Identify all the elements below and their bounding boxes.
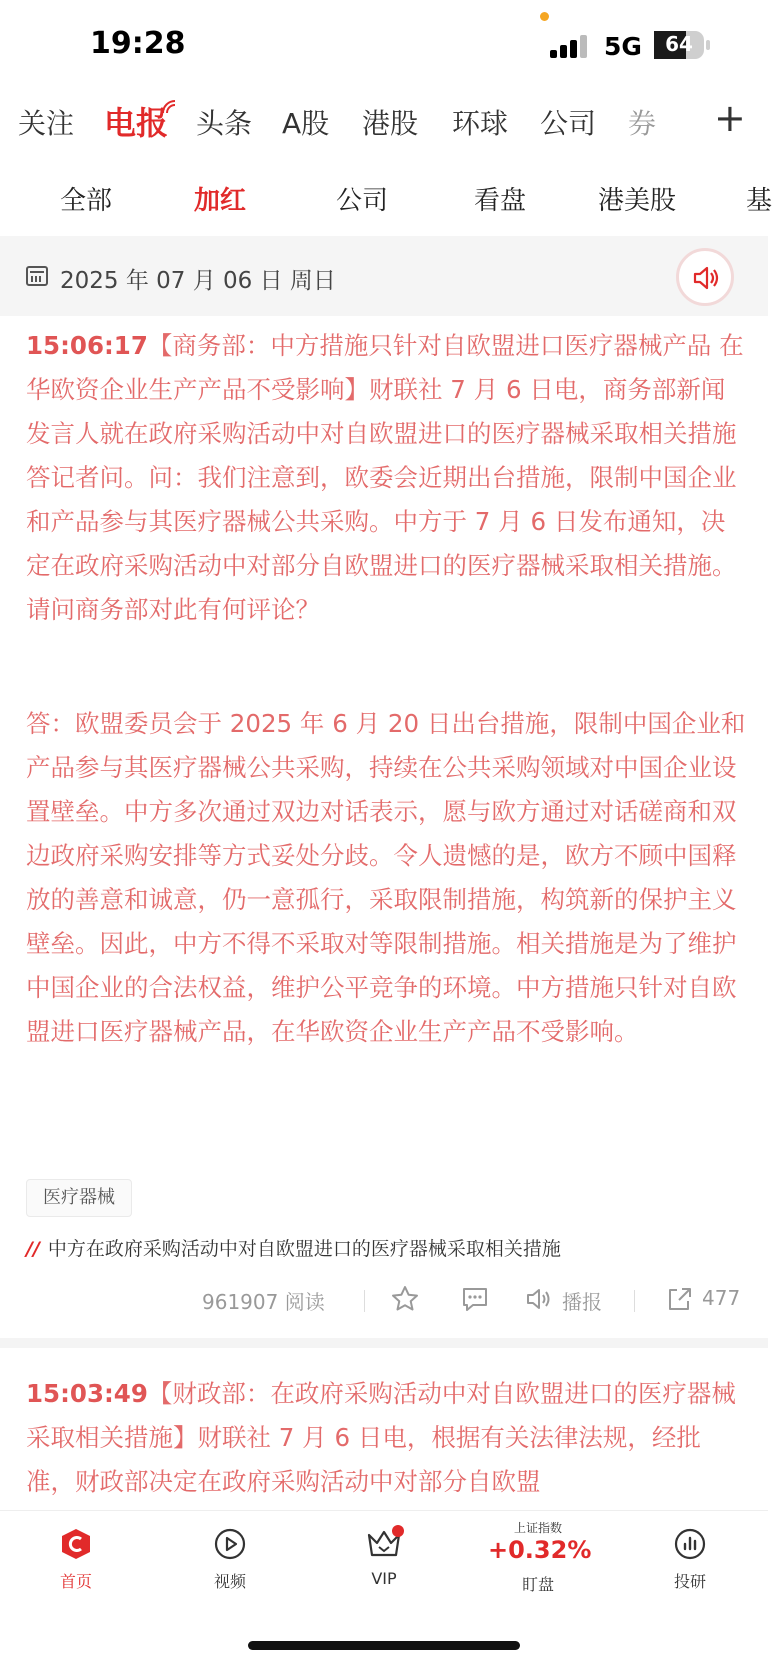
subtab-highlighted[interactable]: 加红 bbox=[194, 186, 247, 216]
divider bbox=[634, 1290, 635, 1312]
research-chart-icon bbox=[673, 1527, 707, 1561]
calendar-icon[interactable] bbox=[26, 266, 48, 286]
tab-video-label: 视频 bbox=[213, 1572, 246, 1591]
news-body-2: 答：欧盟委员会于 2025 年 6 月 20 日出台措施，限制中国企业和产品参与其医疗器械公共采购，持续在公共采购领域对中国企业设置壁垒。中方多次通过双边对话表示，愿与欧方通过对话磋商和双边政府采购安排等方式妥处分歧。令人遗憾的是，欧方不顾中国释放的善意和诚意，仍一意孤行，采取限制措施，构筑新的保护主义壁垒。因此，中方不得不采取对等限制措施。相关措施是为了维护中国企业的合法权益，维护公平竞争的环境。中方措施只针对自欧盟进口医疗器械产品，在华欧资企业生产产品不受影响。 bbox=[26, 709, 746, 1046]
tab-global[interactable]: 环球 bbox=[452, 107, 509, 140]
tab-research[interactable] bbox=[640, 1527, 740, 1592]
star-icon[interactable] bbox=[390, 1284, 420, 1314]
tab-video[interactable] bbox=[180, 1527, 280, 1592]
related-topic-text: 中方在政府采购活动中对自欧盟进口的医疗器械采取相关措施 bbox=[47, 1238, 561, 1260]
index-name: 上证指数 bbox=[513, 1521, 562, 1535]
index-change: +0.32% bbox=[488, 1536, 592, 1564]
bottom-tab-bar bbox=[0, 1510, 768, 1662]
network-type: 5G bbox=[604, 32, 642, 61]
divider bbox=[364, 1290, 365, 1312]
signal-icon bbox=[550, 34, 590, 58]
tab-telegraph[interactable]: 电报 bbox=[104, 104, 169, 142]
subtab-market-watch[interactable]: 看盘 bbox=[474, 186, 527, 216]
read-count: 961907 阅读 bbox=[202, 1290, 325, 1314]
date-bar bbox=[0, 236, 768, 316]
subtab-company[interactable]: 公司 bbox=[336, 186, 389, 216]
tab-home[interactable] bbox=[26, 1527, 126, 1592]
home-indicator[interactable] bbox=[248, 1641, 520, 1650]
home-icon bbox=[59, 1527, 93, 1561]
tab-watch-label: 盯盘 bbox=[521, 1575, 554, 1594]
plus-icon[interactable]: + bbox=[714, 96, 746, 140]
privacy-indicator bbox=[540, 12, 549, 21]
top-nav bbox=[0, 92, 768, 154]
date-label: 2025 年 07 月 06 日 周日 bbox=[60, 268, 336, 294]
tab-follow[interactable]: 关注 bbox=[18, 107, 75, 140]
topic-tag[interactable]: 医疗器械 bbox=[26, 1179, 132, 1217]
live-wave-icon bbox=[160, 96, 180, 116]
battery-tip bbox=[706, 40, 710, 50]
news-item[interactable] bbox=[26, 324, 746, 632]
tab-a-shares[interactable]: A股 bbox=[282, 107, 330, 140]
tab-hk-stocks[interactable]: 港股 bbox=[362, 107, 419, 140]
comment-icon[interactable] bbox=[460, 1284, 490, 1314]
speaker-icon[interactable] bbox=[676, 248, 734, 306]
broadcast-label[interactable]: 播报 bbox=[562, 1290, 602, 1314]
tab-brokerage[interactable]: 券 bbox=[628, 107, 657, 140]
related-topic[interactable] bbox=[26, 1234, 561, 1261]
tab-research-label: 投研 bbox=[673, 1572, 706, 1591]
news-text: 【商务部：中方措施只针对自欧盟进口医疗器械产品 在华欧资企业生产产品不受影响】财联社 7 月 6 日电，商务部新闻发言人就在政府采购活动中对自欧盟进口的医疗器械采取相关措施答记者问。问：我们注意到，欧委会近期出台措施，限制中国企业和产品参与其医疗器械公共采购。中方于 7 月 6 日发布通知，决定在政府采购活动中对部分自欧盟进口的医疗器械采取相关措施。请问商务部对此有何评论？ bbox=[26, 331, 744, 624]
tab-company[interactable]: 公司 bbox=[540, 107, 597, 140]
news-time: 15:06:17 bbox=[26, 331, 148, 360]
broadcast-icon[interactable] bbox=[524, 1284, 554, 1314]
clock: 19:28 bbox=[90, 26, 186, 61]
notification-dot bbox=[392, 1525, 404, 1537]
tab-vip[interactable] bbox=[334, 1527, 434, 1588]
news-answer bbox=[26, 702, 746, 1054]
subtab-fund[interactable]: 基 bbox=[746, 186, 772, 216]
tab-headlines[interactable]: 头条 bbox=[196, 107, 253, 140]
tab-home-label: 首页 bbox=[59, 1572, 92, 1591]
news-body-1 bbox=[26, 324, 746, 632]
tab-watch[interactable] bbox=[488, 1519, 592, 1595]
share-icon[interactable] bbox=[664, 1284, 694, 1314]
section-divider bbox=[0, 1338, 768, 1348]
battery-level: 64 bbox=[665, 32, 693, 56]
news-item[interactable] bbox=[26, 1372, 746, 1504]
topic-mark: // bbox=[26, 1238, 40, 1260]
share-count: 477 bbox=[702, 1286, 741, 1310]
subtab-hk-us[interactable]: 港美股 bbox=[598, 186, 677, 216]
news-time: 15:03:49 bbox=[26, 1379, 148, 1408]
status-bar bbox=[0, 0, 768, 90]
news-text: 【财政部：在政府采购活动中对自欧盟进口的医疗器械采取相关措施】财联社 7 月 6 日电，根据有关法律法规，经批准，财政部决定在政府采购活动中对部分自欧盟 bbox=[26, 1379, 736, 1496]
news-body bbox=[26, 1372, 746, 1504]
sub-nav bbox=[0, 170, 772, 226]
subtab-all[interactable]: 全部 bbox=[60, 186, 113, 216]
tab-vip-label: VIP bbox=[371, 1569, 397, 1588]
news-actions bbox=[0, 1278, 768, 1322]
play-icon bbox=[213, 1527, 247, 1561]
battery-icon bbox=[654, 31, 704, 59]
